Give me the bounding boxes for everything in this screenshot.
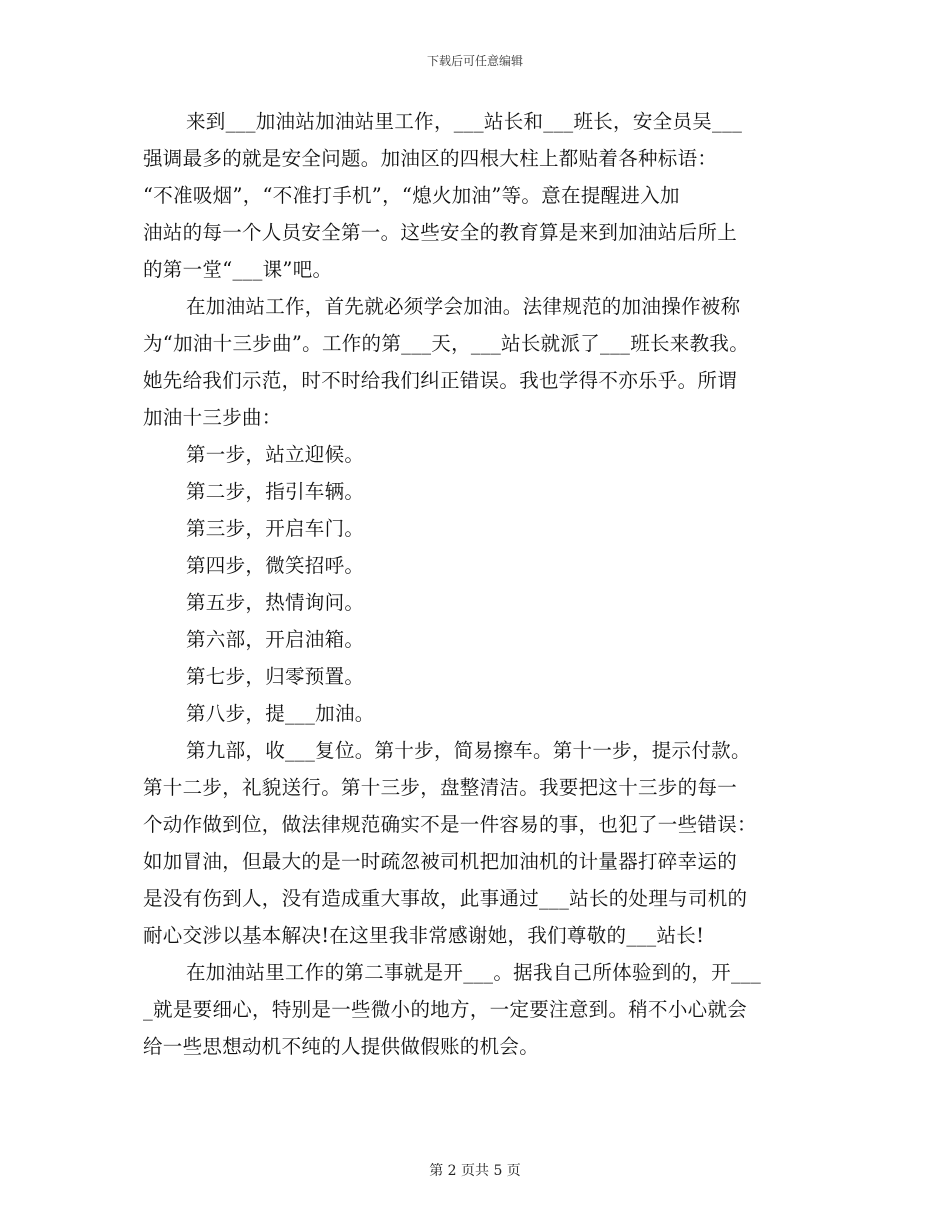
step-line: 第六部，开启油箱。 xyxy=(186,628,365,651)
document-body xyxy=(143,103,803,1065)
step-line: 第七步，归零预置。 xyxy=(186,665,365,688)
step-line: 第五步，热情询问。 xyxy=(186,591,365,614)
step-line: 第四步，微笑招呼。 xyxy=(186,554,365,577)
text-line: 油站的每一个人员安全第一。这些安全的教育算是来到加油站后所上 xyxy=(143,221,738,244)
page-number: 第 2 页共 5 页 xyxy=(429,1163,521,1179)
text-line: 第九部，收___复位。第十步，简易擦车。第十一步，提示付款。 xyxy=(186,739,751,762)
text-line: 是没有伤到人，没有造成重大事故，此事通过___站长的处理与司机的 xyxy=(143,887,748,910)
step-line: 第一步，站立迎候。 xyxy=(186,443,365,466)
text-line: 加油十三步曲： xyxy=(143,406,282,429)
text-line: 耐心交涉以基本解决!在这里我非常感谢她，我们尊敬的___站长! xyxy=(143,924,705,947)
step-line: 第八步，提___加油。 xyxy=(186,702,375,725)
text-line: 为“加油十三步曲”。工作的第___天，___站长就派了___班长来教我。 xyxy=(143,332,749,355)
text-line: 在加油站里工作的第二事就是开___。据我自己所体验到的，开___ xyxy=(186,961,762,984)
text-line: 在加油站工作，首先就必须学会加油。法律规范的加油操作被称 xyxy=(186,295,741,318)
text-line: 的第一堂“___课”吧。 xyxy=(143,258,333,281)
text-line: 第十二步，礼貌送行。第十三步，盘整清洁。我要把这十三步的每一 xyxy=(143,776,738,799)
step-line: 第二步，指引车辆。 xyxy=(186,480,365,503)
text-line: 个动作做到位，做法律规范确实不是一件容易的事，也犯了一些错误： xyxy=(143,813,757,836)
step-line: 第三步，开启车门。 xyxy=(186,517,365,540)
page-header: 下载后可任意编辑 xyxy=(426,54,523,68)
text-line: “不准吸烟”，“不准打手机”，“熄火加油”等。意在提醒进入加 xyxy=(143,184,680,207)
text-line: 她先给我们示范，时不时给我们纠正错误。我也学得不亦乐乎。所谓 xyxy=(143,369,738,392)
text-line: _就是要细心，特别是一些微小的地方，一定要注意到。稍不小心就会 xyxy=(143,998,748,1021)
text-line: 来到___加油站加油站里工作，___站长和___班长，安全员吴___ xyxy=(186,110,743,133)
text-line: 给一些思想动机不纯的人提供做假账的机会。 xyxy=(143,1035,540,1058)
text-line: 如加冒油，但最大的是一时疏忽被司机把加油机的计量器打碎幸运的 xyxy=(143,850,738,873)
text-line: 强调最多的就是安全问题。加油区的四根大柱上都贴着各种标语： xyxy=(143,147,718,170)
